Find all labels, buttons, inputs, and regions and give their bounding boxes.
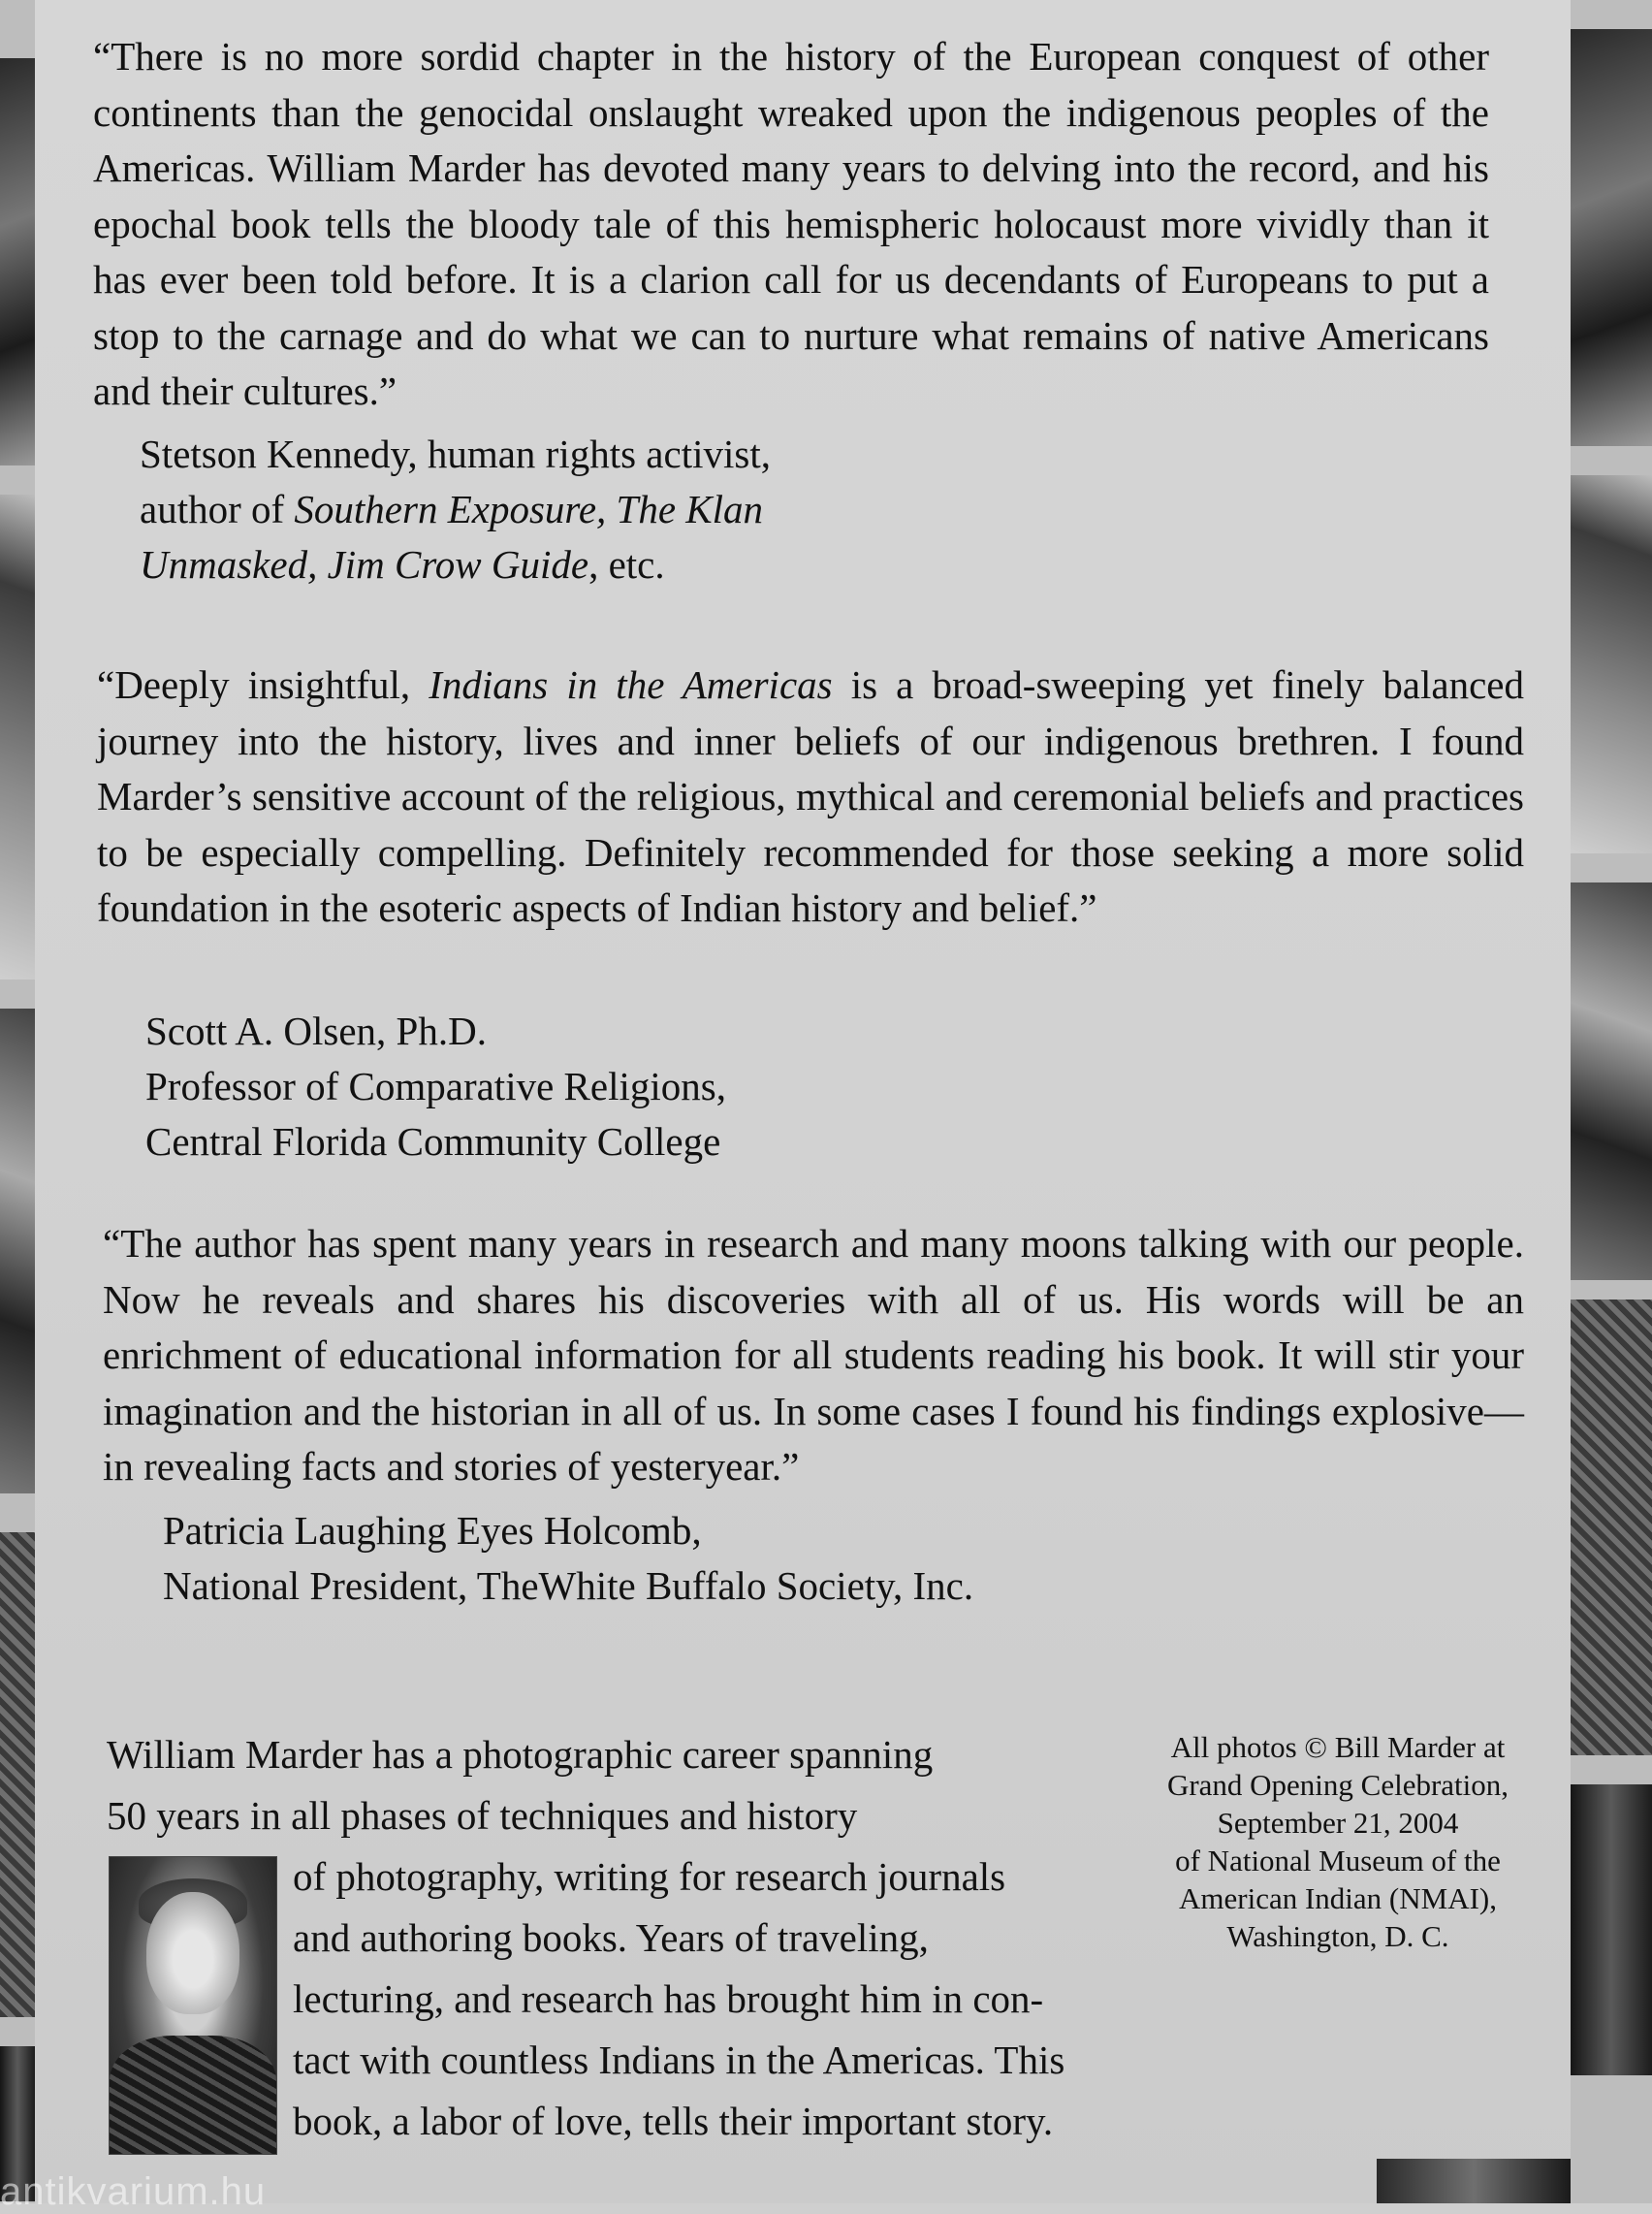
book-titles: Unmasked, Jim Crow Guide bbox=[140, 542, 589, 587]
author-bio-continued: of photography, writing for research journals and authoring books. Years of traveling, lecturing, and research has brought him in con- tact with countless Indians in the Americas. This book, a labor of love, tells their important story. bbox=[293, 1854, 1065, 2143]
attribution-line: Central Florida Community College bbox=[145, 1119, 721, 1164]
attribution-line: Scott A. Olsen, Ph.D. bbox=[145, 1009, 487, 1053]
left-photo-strip bbox=[0, 0, 35, 2203]
right-photo-strip bbox=[1571, 0, 1652, 2203]
attribution-olsen bbox=[145, 1004, 726, 1170]
attribution-line: National President, TheWhite Buffalo Society, Inc. bbox=[163, 1563, 974, 1608]
attribution-holcomb bbox=[163, 1503, 973, 1614]
photo-right-2 bbox=[1571, 475, 1652, 853]
photo-credit: All photos © Bill Marder at Grand Opening Celebration, September 21, 2004 of National Museum of the American Indian (NMAI), Washington, D. C. bbox=[1166, 1730, 1509, 1953]
attribution-line: author of Southern Exposure, The Klan bbox=[140, 487, 764, 531]
attribution-kennedy bbox=[140, 427, 771, 593]
attribution-line: Professor of Comparative Religions, bbox=[145, 1064, 726, 1108]
attribution-line: Unmasked, Jim Crow Guide, etc. bbox=[140, 542, 665, 587]
photo-right-1 bbox=[1571, 29, 1652, 446]
watermark: antikvarium.hu bbox=[0, 2170, 267, 2213]
photo-left-3 bbox=[0, 1009, 35, 1493]
book-titles: Southern Exposure, The Klan bbox=[294, 487, 764, 531]
photo-right-3 bbox=[1571, 882, 1652, 1280]
author-portrait bbox=[109, 1856, 277, 2155]
quote-holcomb: “The author has spent many years in research and many moons talking with our people. Now he reveals and shares his discoveries with all of us. His words will be an enrichment of educational information for all students reading his book. It will stir your imagination and the historian in all of us. In some cases I found his findings explosive—in revealing facts and stories of yesteryear.” bbox=[103, 1221, 1524, 1489]
attribution-line: Patricia Laughing Eyes Holcomb, bbox=[163, 1508, 702, 1553]
photo-left-2 bbox=[0, 495, 35, 979]
quote-olsen: “Deeply insightful, Indians in the Americas is a broad-sweeping yet finely balanced journey into the history, lives and inner beliefs of our indigenous brethren. I found Marder’s sensitive account of the religious, mythical and ceremonial beliefs and practices to be especially compelling. Definitely recommended for those seeking a more solid foundation in the esoteric aspects of Indian history and belief.” bbox=[97, 662, 1524, 930]
photo-bottom-right bbox=[1377, 2159, 1571, 2203]
photo-left-4 bbox=[0, 1532, 35, 2017]
book-title: Indians in the Americas bbox=[429, 662, 833, 707]
photo-right-4 bbox=[1571, 1300, 1652, 1755]
author-bio: William Marder has a photographic career spanning 50 years in all phases of techniques and history bbox=[107, 1732, 934, 1838]
photo-left-1 bbox=[0, 58, 35, 465]
quote-kennedy: “There is no more sordid chapter in the history of the European conquest of other continents than the genocidal onslaught wreaked upon the indigenous peoples of the Americas. William Marder has devoted many years to delving into the record, and his epochal book tells the bloody tale of this hemispheric holocaust more vividly than it has ever been told before. It is a clarion call for us decendants of Europeans to put a stop to the carnage and do what we can to nurture what remains of native Americans and their cultures.” bbox=[93, 34, 1489, 413]
photo-right-5 bbox=[1571, 1784, 1652, 2075]
attribution-line: Stetson Kennedy, human rights activist, bbox=[140, 432, 771, 476]
